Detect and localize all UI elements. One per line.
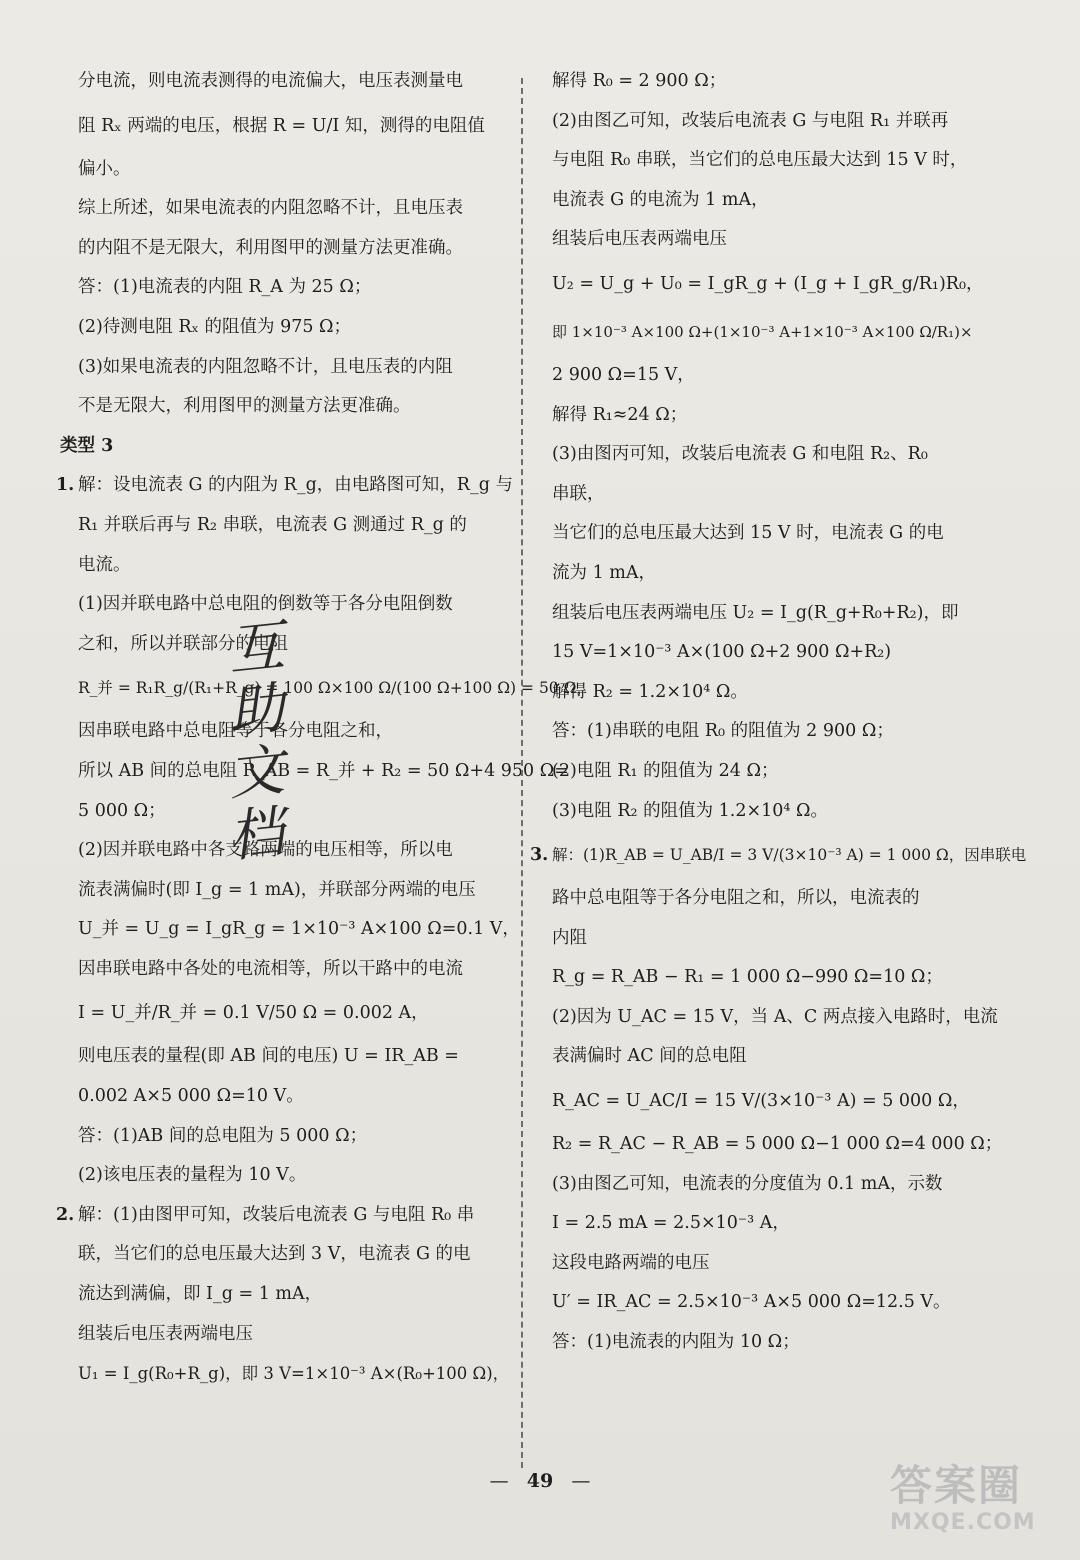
text-line: 3. 解：(1)R_AB = U_AB/I = 3 V/(3×10⁻³ A) = 1 000 Ω，因串联电	[552, 831, 992, 879]
footer-dash: —	[571, 1470, 591, 1492]
text-line: 表满偏时 AC 间的总电阻	[552, 1046, 747, 1067]
text-line: 0.002 A×5 000 Ω=10 V。	[78, 1086, 304, 1107]
text-line: (2)因并联电路中各支路两端的电压相等，所以电	[78, 840, 453, 861]
text-line: 阻 Rₓ 两端的电压，根据 R = U/I 知，测得的电阻值	[78, 115, 485, 136]
watermark-url: MXQE.COM	[890, 1510, 1036, 1535]
text-line: (3)电阻 R₂ 的阻值为 1.2×10⁴ Ω。	[552, 800, 829, 821]
text-line: 解得 R₂ = 1.2×10⁴ Ω。	[552, 681, 748, 702]
watermark-logo	[890, 1462, 1060, 1542]
footer-dash: —	[489, 1470, 509, 1492]
text-line: 组装后电压表两端电压	[552, 229, 727, 250]
text-line: 答：(1)电流表的内阻 R_A 为 25 Ω；	[78, 277, 372, 298]
text-line: 串联，	[552, 483, 605, 504]
text-line: (3)由图丙可知，改装后电流表 G 和电阻 R₂、R₀	[552, 444, 928, 465]
section-heading: 类型 3	[60, 435, 114, 456]
question-number: 2.	[56, 1204, 75, 1225]
text-line: (1)因并联电路中总电阻的倒数等于各分电阻倒数	[78, 594, 453, 615]
text-line: 不是无限大，利用图甲的测量方法更准确。	[78, 396, 411, 417]
formula-line: 即 1×10⁻³ A×100 Ω+(1×10⁻³ A+1×10⁻³ A×100 Ω/R₁)×	[552, 322, 973, 341]
text-line: U_并 = U_g = I_gR_g = 1×10⁻³ A×100 Ω=0.1 V，	[78, 919, 520, 940]
text-line: 所以 AB 间的总电阻 R_AB = R_并 + R₂ = 50 Ω+4 950 Ω=	[78, 760, 569, 781]
handwritten-char: 助	[224, 675, 288, 747]
formula-line: R_并 = R₁R_g/(R₁+R_g) = 100 Ω×100 Ω/(100 Ω+100 Ω) = 50 Ω，	[78, 679, 592, 698]
handwritten-overlay	[224, 613, 348, 885]
text-line: U′ = IR_AC = 2.5×10⁻³ A×5 000 Ω=12.5 V。	[552, 1292, 951, 1313]
text-line: 流表满偏时(即 I_g = 1 mA)，并联部分两端的电压	[78, 879, 476, 900]
text-line: (2)因为 U_AC = 15 V，当 A、C 两点接入电路时，电流	[552, 1006, 998, 1027]
text-line: 偏小。	[78, 158, 131, 179]
right-column	[530, 62, 1027, 1363]
text-line: U₁ = I_g(R₀+R_g)，即 3 V=1×10⁻³ A×(R₀+100 Ω)，	[78, 1364, 510, 1384]
text-line: (3)如果电流表的内阻忽略不计，且电压表的内阻	[78, 356, 453, 377]
text-line: 答：(1)电流表的内阻为 10 Ω；	[552, 1332, 800, 1353]
text-line: R_g = R_AB − R₁ = 1 000 Ω−990 Ω=10 Ω；	[552, 967, 943, 988]
text-line: 电流表 G 的电流为 1 mA，	[552, 189, 769, 210]
formula-line: R_AC = U_AC/I = 15 V/(3×10⁻³ A) = 5 000 Ω，	[552, 1091, 970, 1112]
formula-line: I = U_并/R_并 = 0.1 V/50 Ω = 0.002 A，	[78, 1003, 429, 1024]
text-line: 答：(1)串联的电阻 R₀ 的阻值为 2 900 Ω；	[552, 721, 894, 742]
text-line: 内阻	[552, 927, 587, 948]
text-line: 的内阻不是无限大，利用图甲的测量方法更准确。	[78, 237, 463, 258]
handwritten-char: 文	[224, 737, 288, 809]
text-line: 解得 R₀ = 2 900 Ω；	[552, 71, 727, 91]
text-line: 解得 R₁≈24 Ω；	[552, 404, 688, 425]
text-line: 之和，所以并联部分的电阻	[78, 633, 288, 654]
handwritten-char: 档	[224, 799, 288, 871]
text-line: 综上所述，如果电流表的内阻忽略不计，且电压表	[78, 198, 463, 219]
text-line: 则电压表的量程(即 AB 间的电压) U = IR_AB =	[78, 1046, 459, 1067]
text-line: 组装后电压表两端电压 U₂ = I_g(R_g+R₀+R₂)，即	[552, 602, 959, 623]
text-line: (2)待测电阻 Rₓ 的阻值为 975 Ω；	[78, 316, 352, 337]
text-line: (3)由图乙可知，电流表的分度值为 0.1 mA，示数	[552, 1173, 943, 1194]
text-line: 路中总电阻等于各分电阻之和，所以，电流表的	[552, 888, 920, 909]
text-line: 因串联电路中各处的电流相等，所以干路中的电流	[78, 958, 463, 979]
text-line: 分电流，则电流表测得的电流偏大，电压表测量电	[78, 71, 463, 91]
text-line: 1. 解：设电流表 G 的内阻为 R_g，由电路图可知，R_g 与	[78, 466, 510, 506]
text-line: 组装后电压表两端电压	[78, 1323, 253, 1344]
text-line: 15 V=1×10⁻³ A×(100 Ω+2 900 Ω+R₂)	[552, 642, 892, 663]
question-number: 1.	[56, 475, 75, 496]
formula-line: U₂ = U_g + U₀ = I_gR_g + (I_g + I_gR_g/R₁)R₀，	[552, 273, 984, 294]
text-line: 流达到满偏，即 I_g = 1 mA，	[78, 1284, 323, 1305]
text-line: R₁ 并联后再与 R₂ 串联，电流表 G 测通过 R_g 的	[78, 514, 467, 535]
text-line: 答：(1)AB 间的总电阻为 5 000 Ω；	[78, 1125, 368, 1146]
text-line: 5 000 Ω；	[78, 800, 166, 821]
handwritten-char: 互	[224, 613, 288, 685]
text-line: 联，当它们的总电压最大达到 3 V，电流表 G 的电	[78, 1244, 471, 1265]
text-line: 这段电路两端的电压	[552, 1252, 710, 1273]
text-line: (2)电阻 R₁ 的阻值为 24 Ω；	[552, 760, 779, 781]
text-line: 2 900 Ω=15 V，	[552, 364, 695, 385]
question-number: 3.	[530, 845, 549, 866]
text-line: R₂ = R_AC − R_AB = 5 000 Ω−1 000 Ω=4 000 Ω；	[552, 1134, 1003, 1155]
text-line: 2. 解：(1)由图甲可知，改装后电流表 G 与电阻 R₀ 串	[78, 1196, 510, 1236]
text-line: 因串联电路中总电阻等于各分电阻之和，	[78, 721, 393, 742]
text-line: (2)由图乙可知，改装后电流表 G 与电阻 R₁ 并联再	[552, 110, 949, 131]
text-line: 当它们的总电压最大达到 15 V 时，电流表 G 的电	[552, 523, 944, 544]
text-line: 流为 1 mA，	[552, 562, 656, 583]
watermark-title: 答案圈	[890, 1461, 1023, 1510]
text-line: I = 2.5 mA = 2.5×10⁻³ A，	[552, 1213, 790, 1234]
text-line: 电流。	[78, 554, 131, 575]
column-divider	[521, 78, 523, 1468]
page-number: 49	[526, 1470, 554, 1492]
text-line: 与电阻 R₀ 串联，当它们的总电压最大达到 15 V 时，	[552, 150, 968, 171]
text-line: (2)该电压表的量程为 10 V。	[78, 1165, 307, 1186]
